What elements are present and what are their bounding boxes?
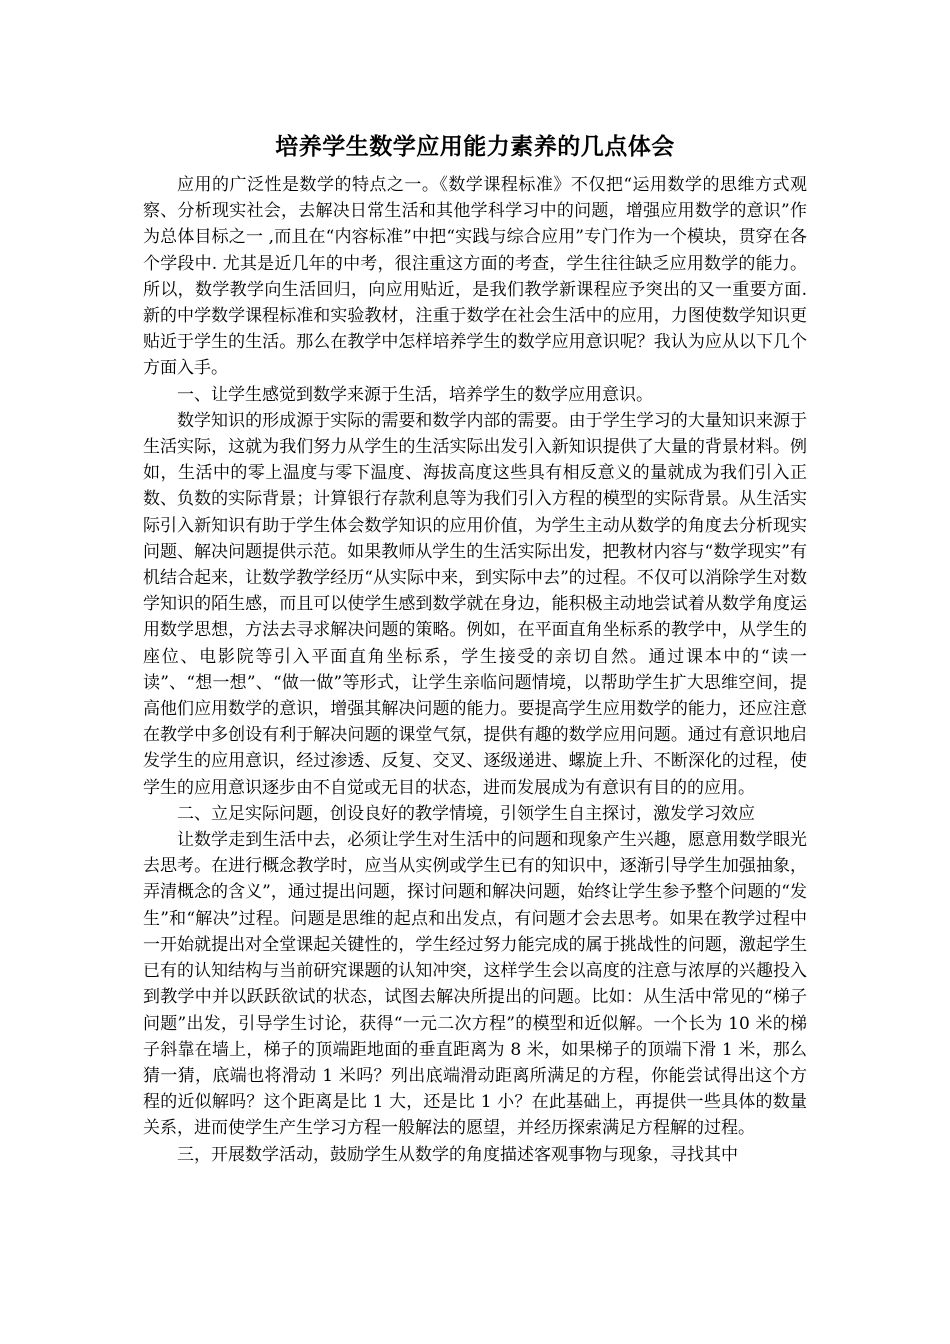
document-page [143,130,807,1168]
intro-paragraph: 应用的广泛性是数学的特点之一。《数学课程标准》不仅把“运用数学的思维方式观察、分析现实社会，去解决日常生活和其他学科学习中的问题，增强应用数学的意识”作为总体目标之一 ,而且在“内容标准”中把“实践与综合应用”专门作为一个模块，贯穿在各个学段中. 尤其是近几年的中考，很注重这方面的考查，学生往往缺乏应用数学的能力。所以，数学教学向生活回归，向应用贴近，是我们教学新课程应予突出的又一重要方面. 新的中学数学课程标准和实验教材，注重于数学在社会生活中的应用，力图使数学知识更贴近于学生的生活。那么在教学中怎样培养学生的数学应用意识呢？我认为应从以下几个方面入手。 [143,175,807,379]
section-two-heading: 二、立足实际问题，创设良好的教学情境，引领学生自主探讨，激发学习效应 [177,803,755,824]
section-three-heading: 三，开展数学活动，鼓励学生从数学的角度描述客观事物与现象，寻找其中 [177,1144,738,1165]
document-title: 培养学生数学应用能力素养的几点体会 [275,134,675,160]
section-one-heading: 一、让学生感觉到数学来源于生活，培养学生的数学应用意识。 [177,384,653,405]
section-two-body: 让数学走到生活中去，必须让学生对生活中的问题和现象产生兴趣，愿意用数学眼光去思考。在进行概念教学时，应当从实例或学生已有的知识中，逐渐引导学生加强抽象，弄清概念的含义”，通过提出问题，探讨问题和解决问题，始终让学生参予整个问题的“发生”和“解决”过程。问题是思维的起点和出发点，有问题才会去思考。如果在教学过程中一开始就提出对全堂课起关键性的，学生经过努力能完成的属于挑战性的问题，激起学生已有的认知结构与当前研究课题的认知冲突，这样学生会以高度的注意与浓厚的兴趣投入到教学中并以跃跃欲试的状态，试图去解决所提出的问题。比如：从生活中常见的“梯子问题”出发，引导学生讨论，获得“一元二次方程”的模型和近似解。一个长为 10 米的梯子斜靠在墙上，梯子的顶端距地面的垂直距离为 8 米，如果梯子的顶端下滑 1 米，那么猜一猜，底端也将滑动 1 米吗？列出底端滑动距离所满足的方程，你能尝试得出这个方程的近似解吗？这个距离是比 1 大，还是比 1 小？在此基础上，再提供一些具体的数量关系，进而使学生产生学习方程一般解法的愿望，并经历探索满足方程解的过程。 [143,830,807,1139]
section-one-body: 数学知识的形成源于实际的需要和数学内部的需要。由于学生学习的大量知识来源于生活实际，这就为我们努力从学生的生活实际出发引入新知识提供了大量的背景材料。例如，生活中的零上温度与零下温度、海拔高度这些具有相反意义的量就成为我们引入正数、负数的实际背景；计算银行存款利息等为我们引入方程的模型的实际背景。从生活实际引入新知识有助于学生体会数学知识的应用价值，为学生主动从数学的角度去分析现实问题、解决问题提供示范。如果教师从学生的生活实际出发，把教材内容与“数学现实”有机结合起来，让数学教学经历“从实际中来，到实际中去”的过程。不仅可以消除学生对数学知识的陌生感，而且可以使学生感到数学就在身边，能积极主动地尝试着从数学角度运用数学思想，方法去寻求解决问题的策略。例如，在平面直角坐标系的教学中，从学生的座位、电影院等引入平面直角坐标系，学生接受的亲切自然。通过课本中的“读一读”、“想一想”、“做一做”等形式，让学生亲临问题情境，以帮助学生扩大思维空间，提高他们应用数学的意识，增强其解决问题的能力。要提高学生应用数学的能力，还应注意在教学中多创设有利于解决问题的课堂气氛，提供有趣的数学应用问题。通过有意识地启发学生的应用意识，经过渗透、反复、交叉、逐级递进、螺旋上升、不断深化的过程，使学生的应用意识逐步由不自觉或无目的状态，进而发展成为有意识有目的的应用。 [143,410,807,798]
